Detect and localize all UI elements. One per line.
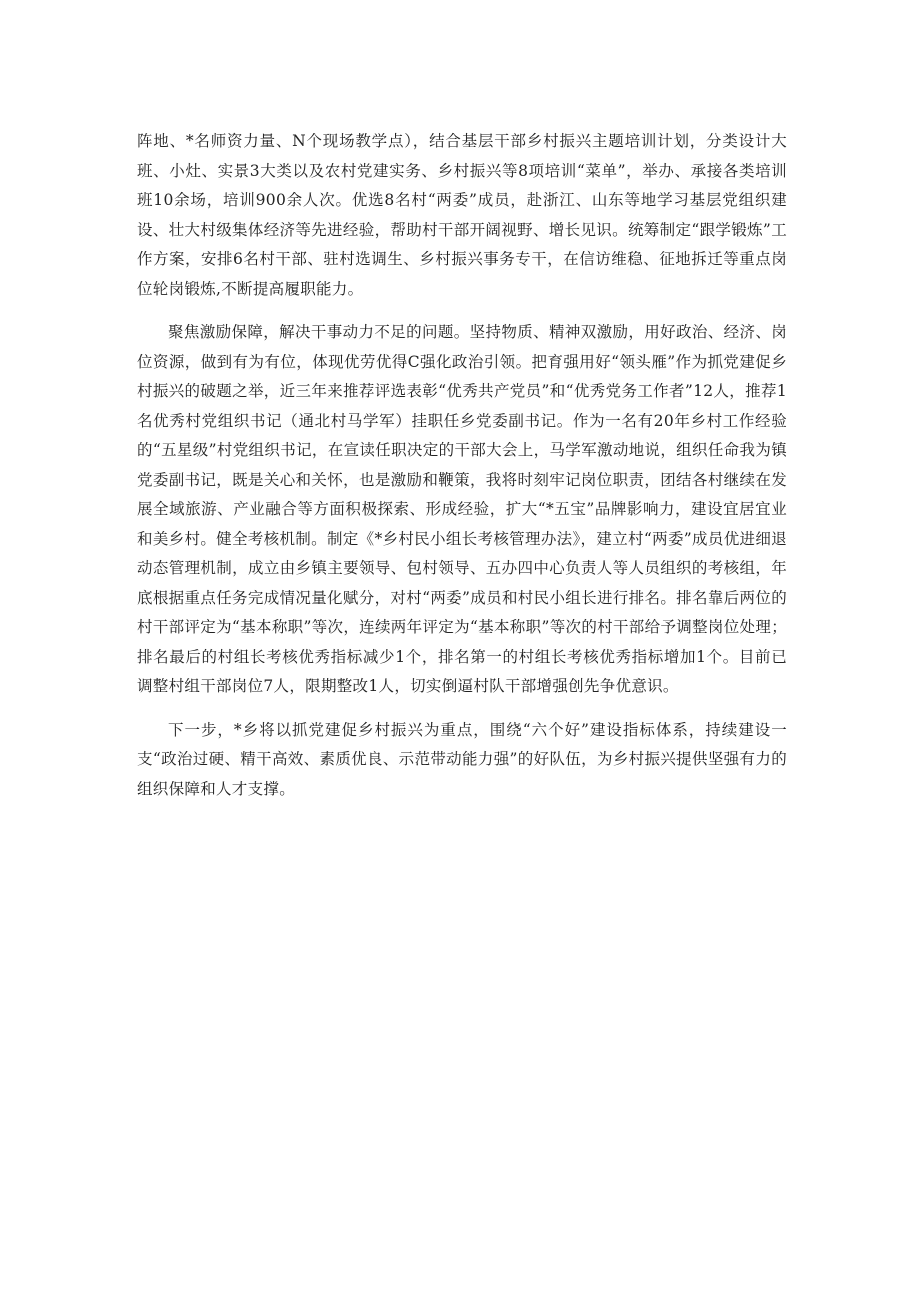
paragraph-next-steps: 下一步，*乡将以抓党建促乡村振兴为重点，围绕“六个好”建设指标体系，持续建设一支“政治过硬、精干高效、素质优良、示范带动能力强”的好队伍，为乡村振兴提供坚强有力的组织保障和人才支撑。 <box>137 720 787 798</box>
paragraph-training: 阵地、*名师资力量、N个现场教学点），结合基层干部乡村振兴主题培训计划，分类设计大班、小灶、实景3大类以及农村党建实务、乡村振兴等8项培训“菜单”，举办、承接各类培训班10余场，培训900余人次。优选8名村“两委”成员，赴浙江、山东等地学习基层党组织建设、壮大村级集体经济等先进经验，帮助村干部开阔视野、增长见识。统筹制定“跟学锻炼”工作方案，安排6名村干部、驻村选调生、乡村振兴事务专干，在信访维稳、征地拆迁等重点岗位轮岗锻炼,不断提高履职能力。 <box>137 132 787 298</box>
paragraph-incentives: 聚焦激励保障，解决干事动力不足的问题。坚持物质、精神双激励，用好政治、经济、岗位资源，做到有为有位，体现优劳优得C强化政治引领。把育强用好“领头雁”作为抓党建促乡村振兴的破题之举，近三年来推荐评选表彰“优秀共产党员”和“优秀党务工作者”12人，推荐1名优秀村党组织书记（通北村马学军）挂职任乡党委副书记。作为一名有20年乡村工作经验的“五星级”村党组织书记，在宣读任职决定的干部大会上，马学军激动地说，组织任命我为镇党委副书记，既是关心和关怀，也是激励和鞭策，我将时刻牢记岗位职责，团结各村继续在发展全域旅游、产业融合等方面积极探索、形成经验，扩大“*五宝”品牌影响力，建设宜居宜业和美乡村。健全考核机制。制定《*乡村民小组长考核管理办法》，建立村“两委”成员优进细退动态管理机制，成立由乡镇主要领导、包村领导、五办四中心负责人等人员组织的考核组，年底根据重点任务完成情况量化赋分，对村“两委”成员和村民小组长进行排名。排名靠后两位的村干部评定为“基本称职”等次，连续两年评定为“基本称职”等次的村干部给予调整岗位处理；排名最后的村组长考核优秀指标减少1个，排名第一的村组长考核优秀指标增加1个。目前已调整村组干部岗位7人，限期整改1人，切实倒逼村队干部增强创先争优意识。 <box>137 323 787 695</box>
document-body <box>137 127 787 818</box>
